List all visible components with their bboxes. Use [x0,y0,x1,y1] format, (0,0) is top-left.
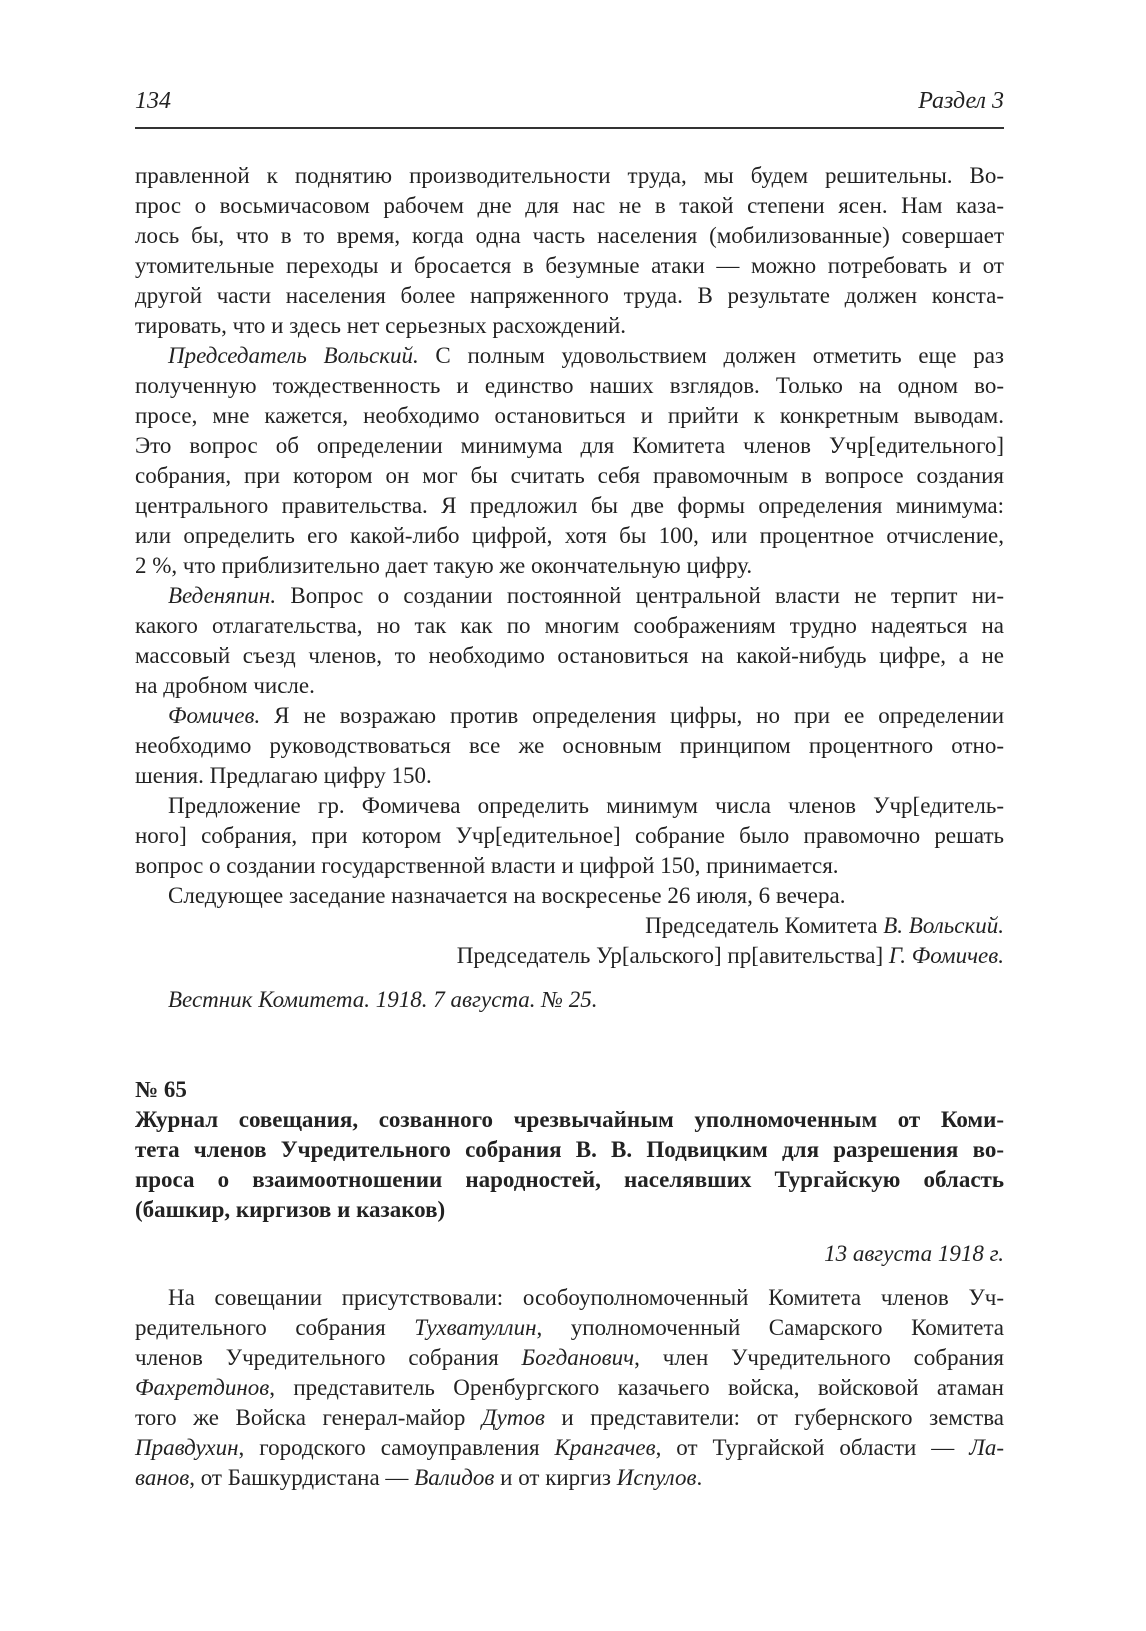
text-line [135,1135,1004,1165]
text-line [135,491,1004,521]
text-line [135,1105,1004,1135]
text-line [135,1433,1004,1463]
text-segment: шения. Предлагаю цифру 150. [135,763,432,788]
text-segment: редительного собрания [135,1315,415,1340]
text-line [135,881,1004,911]
text-segment: Председатель Комитета [645,913,884,938]
text-segment: какого отлагательства, но так как по многим соображениям трудно надеяться на [135,613,1004,638]
text-segment: массовый съезд членов, то необходимо остановиться на какой-нибудь цифре, а не [135,643,1004,668]
text-segment: просе, мне кажется, необходимо остановиться и прийти к конкретным выводам. [135,403,1004,428]
section-title: Раздел 3 [918,88,1004,114]
text-line [135,671,1004,701]
text-line [135,581,1004,611]
text-segment: на дробном числе. [135,673,315,698]
text-segment: , от Тургайской области — [655,1435,970,1460]
text-line [135,191,1004,221]
text-line [135,731,1004,761]
text-segment: , городского самоуправления [238,1435,555,1460]
text-segment: тировать, что и здесь нет серьезных расхождений. [135,313,627,338]
text-line [135,1373,1004,1403]
spacer [135,1269,1004,1283]
bold-text: Журнал совещания, созванного чрезвычайным уполномоченным от Коми- [135,1107,1004,1132]
text-segment: и представители: от губернского земства [544,1405,1004,1430]
text-line [135,371,1004,401]
text-line [135,521,1004,551]
text-line [135,281,1004,311]
text-line [135,401,1004,431]
text-segment: вопрос о создании государственной власти и цифрой 150, принимается. [135,853,839,878]
spacer [135,971,1004,985]
text-line [135,431,1004,461]
bold-text: тета членов Учредительного собрания В. В. Подвицким для разрешения во- [135,1137,1004,1162]
text-segment: , представитель Оренбургского казачьего войска, войсковой атаман [269,1375,1004,1400]
text-segment: Я не возражаю против определения цифры, но при ее определении [260,703,1004,728]
italic-text: Валидов [414,1465,495,1490]
text-line [135,641,1004,671]
text-segment: того же Войска генерал-майор [135,1405,482,1430]
text-segment: или определить его какой-либо цифрой, хотя бы 100, или процентное отчисление, [135,523,1004,548]
italic-text: Богданович [521,1345,635,1370]
text-segment: полученную тождественность и единство наших взглядов. Только на одном во- [135,373,1004,398]
bold-text: № 65 [135,1077,187,1102]
text-line [135,251,1004,281]
text-segment: На совещании присутствовали: особоуполномоченный Комитета членов Уч- [168,1285,1004,1310]
text-segment: . [696,1465,703,1490]
italic-text: Дутов [481,1405,545,1430]
italic-text: Г. Фомичев. [888,943,1004,968]
bold-text: (башкир, киргизов и казаков) [135,1197,446,1222]
text-line [135,1403,1004,1433]
text-line [135,311,1004,341]
text-line [135,461,1004,491]
page-number: 134 [135,88,171,114]
text-line [135,551,1004,581]
text-segment: Это вопрос об определении минимума для Комитета членов Учр[едительного] [135,433,1004,458]
italic-text: Испулов [616,1465,697,1490]
text-line [135,161,1004,191]
text-line [135,1313,1004,1343]
text-line [135,1195,1004,1225]
text-line [135,341,1004,371]
page-body [135,161,1004,1493]
text-segment: собрания, при котором он мог бы считать себя правомочным в вопросе создания [135,463,1004,488]
italic-text: Крангачев [554,1435,656,1460]
text-line [135,1239,1004,1269]
text-line [135,851,1004,881]
italic-text: Фахретдинов [135,1375,270,1400]
italic-text: Вестник Комитета. 1918. 7 августа. № 25. [168,987,598,1012]
text-segment: Предложение гр. Фомичева определить минимум числа членов Учр[едитель- [168,793,1004,818]
header-rule [135,127,1004,129]
text-line [135,791,1004,821]
text-segment: другой части населения более напряженного труда. В результате должен конста- [135,283,1004,308]
text-line [135,1075,1004,1105]
text-segment: , уполномоченный Самарского Комитета [536,1315,1004,1340]
text-line [135,911,1004,941]
text-line [135,761,1004,791]
italic-text: 13 августа 1918 г. [824,1241,1004,1266]
spacer [135,1225,1004,1239]
text-line [135,985,1004,1015]
text-segment: правленной к поднятию производительности труда, мы будем решительны. Во- [135,163,1004,188]
text-line [135,1283,1004,1313]
text-segment: Вопрос о создании постоянной центральной власти не терпит ни- [276,583,1004,608]
text-segment: С полным удовольствием должен отметить еще раз [418,343,1005,368]
text-segment: лось бы, что в то время, когда одна часть населения (мобилизованные) совершает [135,223,1004,248]
text-line [135,1165,1004,1195]
italic-text: Ла- [969,1435,1004,1460]
text-segment: утомительные переходы и бросается в безумные атаки — можно потребовать и от [135,253,1004,278]
bold-text: проса о взаимоотношении народностей, населявших Тургайскую область [135,1167,1004,1192]
text-segment: Председатель Ур[альского] пр[авительства] [456,943,889,968]
text-segment: центрального правительства. Я предложил бы две формы определения минимума: [135,493,1004,518]
text-segment: членов Учредительного собрания [135,1345,522,1370]
italic-text: Правдухин [135,1435,239,1460]
text-line [135,611,1004,641]
text-segment: ного] собрания, при котором Учр[едительное] собрание было правомочно решать [135,823,1004,848]
text-line [135,1343,1004,1373]
italic-text: Фомичев. [168,703,261,728]
spacer [135,1015,1004,1075]
italic-text: Тухватуллин [414,1315,537,1340]
text-line [135,221,1004,251]
text-segment: 2 %, что приблизительно дает такую же окончательную цифру. [135,553,753,578]
text-line [135,1463,1004,1493]
text-segment: прос о восьмичасовом рабочем дне для нас не в такой степени ясен. Нам каза- [135,193,1004,218]
text-line [135,701,1004,731]
text-line [135,821,1004,851]
text-segment: , член Учредительного собрания [634,1345,1004,1370]
text-line [135,941,1004,971]
italic-text: ванов [135,1465,190,1490]
italic-text: В. Вольский. [883,913,1004,938]
text-segment: Следующее заседание назначается на воскресенье 26 июля, 6 вечера. [168,883,846,908]
text-segment: необходимо руководствоваться все же основным принципом процентного отно- [135,733,1004,758]
italic-text: Веденяпин. [168,583,277,608]
italic-text: Председатель Вольский. [168,343,419,368]
text-segment: и от киргиз [494,1465,617,1490]
text-segment: , от Башкурдистана — [189,1465,415,1490]
